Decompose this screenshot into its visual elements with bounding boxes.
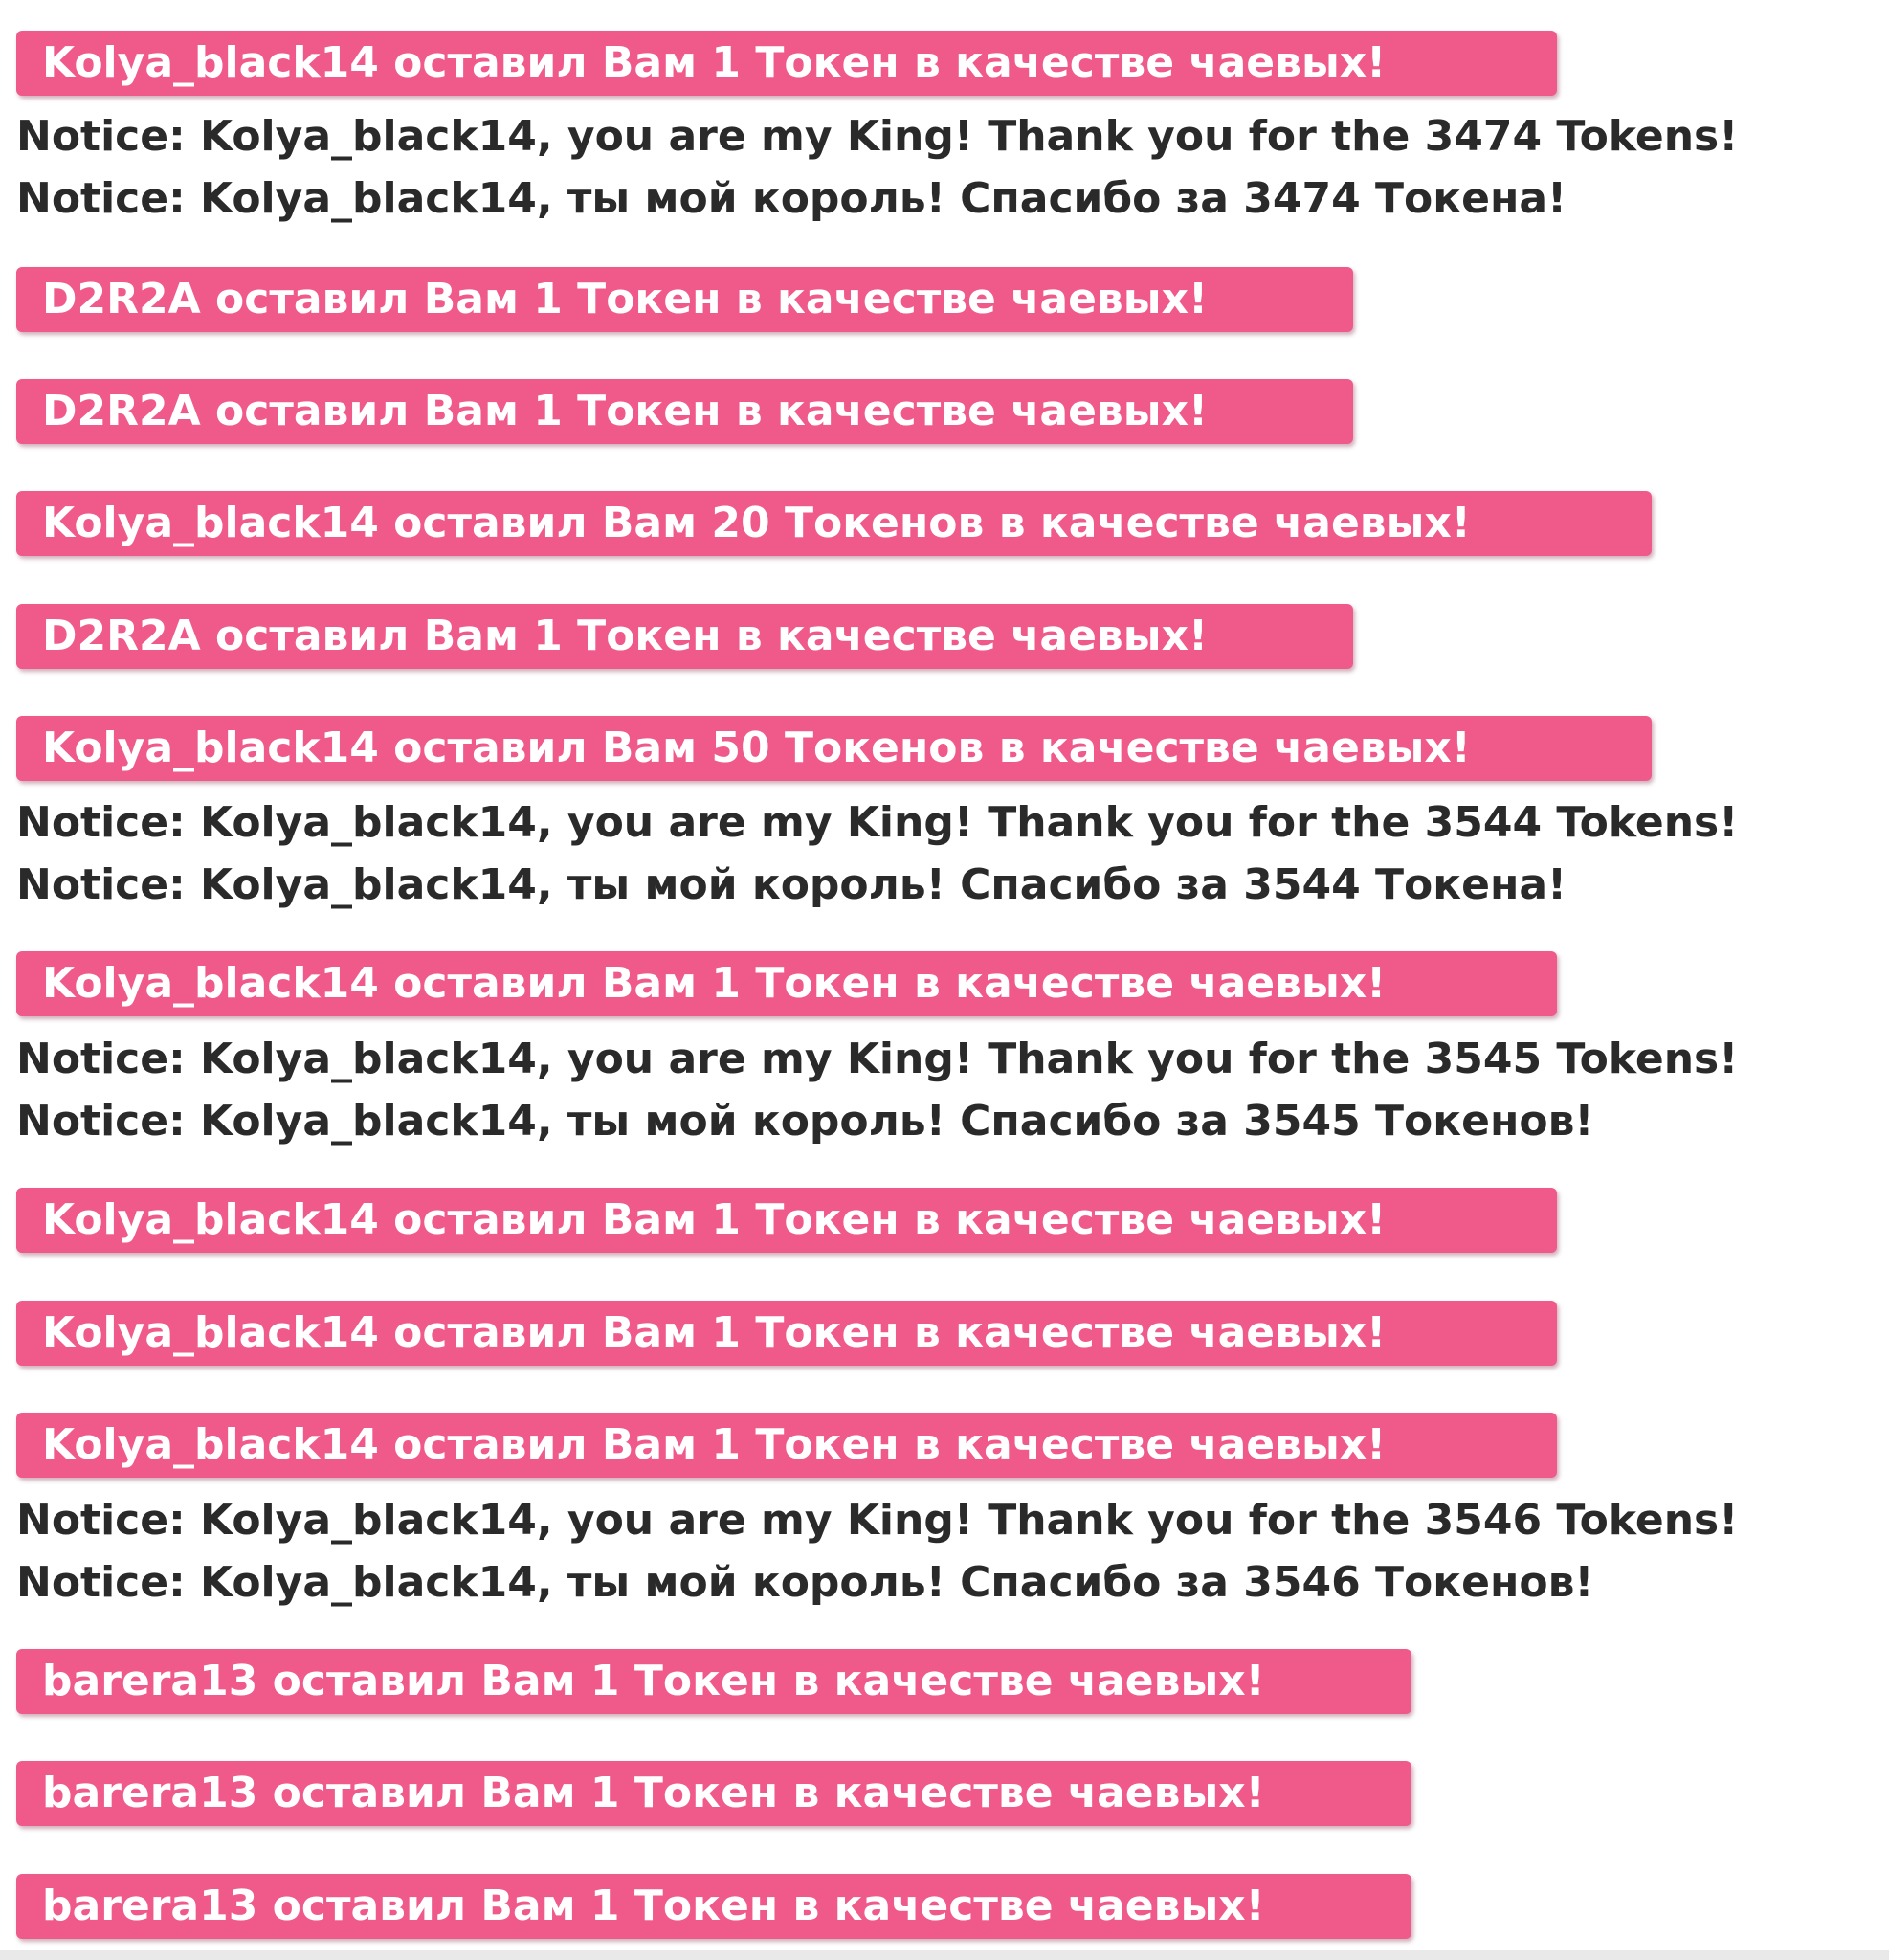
tip-message: Kolya_black14 оставил Вам 1 Токен в качестве чаевых!	[16, 1413, 1557, 1478]
tip-message: Kolya_black14 оставил Вам 1 Токен в качестве чаевых!	[16, 31, 1557, 96]
notice-message: Notice: Kolya_black14, you are my King! Thank you for the 3544 Tokens!	[16, 798, 1739, 847]
tip-message: D2R2A оставил Вам 1 Токен в качестве чаевых!	[16, 604, 1353, 669]
notice-message: Notice: Kolya_black14, ты мой король! Спасибо за 3544 Токена!	[16, 860, 1567, 909]
tip-message: barera13 оставил Вам 1 Токен в качестве чаевых!	[16, 1874, 1411, 1939]
tip-message: D2R2A оставил Вам 1 Токен в качестве чаевых!	[16, 379, 1353, 444]
tip-message: Kolya_black14 оставил Вам 1 Токен в качестве чаевых!	[16, 1301, 1557, 1366]
tip-message: Kolya_black14 оставил Вам 50 Токенов в качестве чаевых!	[16, 716, 1652, 781]
notice-message: Notice: Kolya_black14, ты мой король! Спасибо за 3546 Токенов!	[16, 1558, 1594, 1607]
notice-message: Notice: Kolya_black14, you are my King! Thank you for the 3474 Tokens!	[16, 112, 1739, 161]
tip-message: Kolya_black14 оставил Вам 1 Токен в качестве чаевых!	[16, 951, 1557, 1016]
notice-message: Notice: Kolya_black14, you are my King! Thank you for the 3545 Tokens!	[16, 1035, 1739, 1083]
tip-message: barera13 оставил Вам 1 Токен в качестве чаевых!	[16, 1761, 1411, 1826]
tip-message: barera13 оставил Вам 1 Токен в качестве чаевых!	[16, 1649, 1411, 1714]
notice-message: Notice: Kolya_black14, ты мой король! Спасибо за 3545 Токенов!	[16, 1097, 1594, 1146]
notice-message: Notice: Kolya_black14, you are my King! Thank you for the 3546 Tokens!	[16, 1496, 1739, 1545]
tip-message: Kolya_black14 оставил Вам 1 Токен в качестве чаевых!	[16, 1188, 1557, 1253]
notice-message: Notice: Kolya_black14, ты мой король! Спасибо за 3474 Токена!	[16, 174, 1567, 223]
bottom-strip	[0, 1950, 1889, 1960]
tip-message: Kolya_black14 оставил Вам 20 Токенов в качестве чаевых!	[16, 491, 1652, 556]
tip-message: D2R2A оставил Вам 1 Токен в качестве чаевых!	[16, 267, 1353, 332]
